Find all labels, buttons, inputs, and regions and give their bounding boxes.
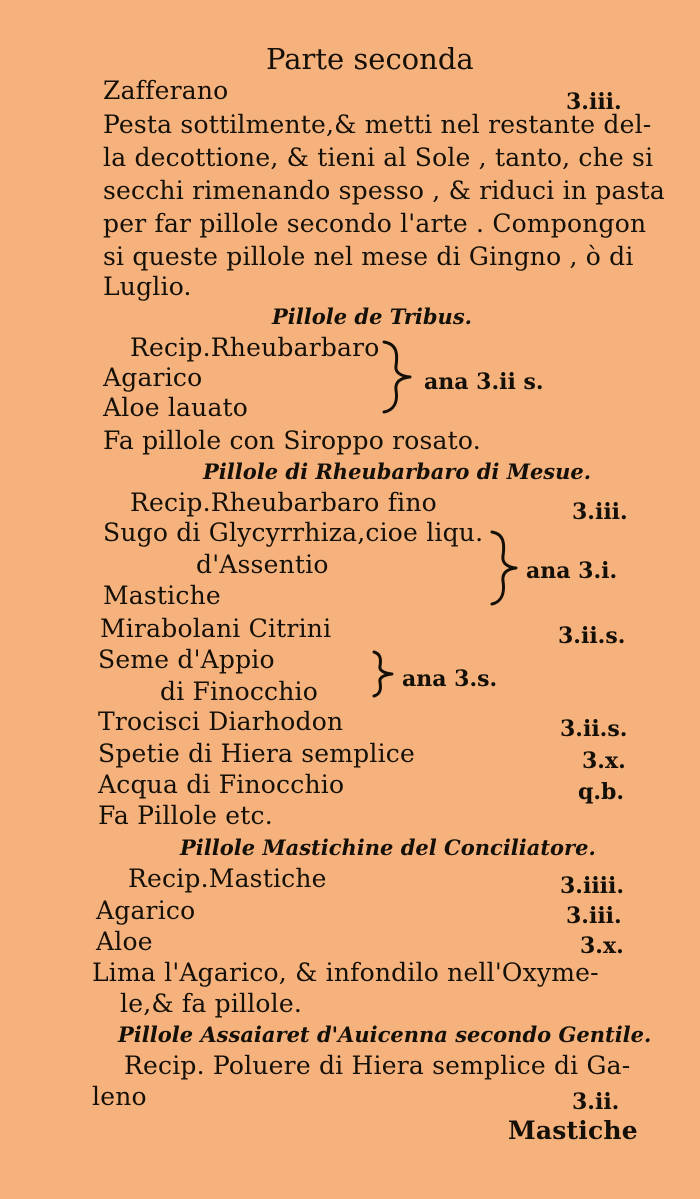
section-heading: Pillole di Rheubarbaro di Mesue. bbox=[203, 459, 592, 484]
para1-line: Pesta sottilmente,& metti nel restante del- bbox=[103, 110, 652, 139]
dose: 3.x. bbox=[580, 933, 624, 959]
para1-line: Luglio. bbox=[103, 272, 192, 301]
instruction: le,& fa pillole. bbox=[120, 989, 303, 1018]
ingredient: Mastiche bbox=[103, 581, 221, 610]
ingredient: Agarico bbox=[96, 896, 196, 925]
ingredient: di Finocchio bbox=[160, 677, 318, 706]
dose: 3.ii.s. bbox=[560, 716, 628, 742]
para1-line: la decottione, & tieni al Sole , tanto, che si bbox=[103, 143, 654, 172]
dose: 3.iii. bbox=[572, 499, 628, 525]
ingredient: d'Assentio bbox=[196, 550, 329, 579]
instruction: Lima l'Agarico, & infondilo nell'Oxyme- bbox=[92, 958, 599, 987]
brace-icon bbox=[368, 648, 400, 700]
dose-zafferano: 3.iii. bbox=[566, 89, 622, 115]
group-dose: ana 3.s. bbox=[402, 666, 498, 692]
brace-icon bbox=[380, 338, 420, 416]
ingredient: Seme d'Appio bbox=[98, 645, 275, 674]
running-head: Parte seconda bbox=[266, 42, 474, 76]
instruction: Fa Pillole etc. bbox=[98, 801, 273, 830]
instruction: Fa pillole con Siroppo rosato. bbox=[103, 426, 481, 455]
ingredient: Acqua di Finocchio bbox=[98, 770, 345, 799]
ingredient: Spetie di Hiera semplice bbox=[98, 739, 415, 768]
ingredient: Recip. Poluere di Hiera semplice di Ga- bbox=[124, 1051, 631, 1080]
ingredient-zafferano: Zafferano bbox=[103, 76, 229, 105]
ingredient: Aloe lauato bbox=[103, 393, 249, 422]
ingredient: Recip.Rheubarbaro fino bbox=[130, 488, 437, 517]
para1-line: secchi rimenando spesso , & riduci in pasta bbox=[103, 176, 665, 205]
catchword: Mastiche bbox=[508, 1116, 638, 1145]
ingredient: Sugo di Glycyrrhiza,cioe liqu. bbox=[103, 518, 484, 547]
group-dose: ana 3.ii s. bbox=[424, 369, 544, 395]
group-dose: ana 3.i. bbox=[526, 558, 618, 584]
ingredient: Recip.Rheubarbaro bbox=[130, 333, 380, 362]
ingredient: Trocisci Diarhodon bbox=[98, 707, 344, 736]
ingredient: Recip.Mastiche bbox=[128, 864, 327, 893]
section-heading: Pillole Mastichine del Conciliatore. bbox=[180, 835, 596, 860]
dose: 3.iiii. bbox=[560, 873, 625, 899]
ingredient: Aloe bbox=[96, 927, 153, 956]
dose: 3.x. bbox=[582, 748, 626, 774]
brace-icon bbox=[488, 528, 524, 608]
dose: 3.ii. bbox=[572, 1089, 620, 1115]
section-heading: Pillole Assaiaret d'Auicenna secondo Gentile. bbox=[118, 1022, 652, 1047]
ingredient: Mirabolani Citrini bbox=[100, 614, 332, 643]
dose: 3.iii. bbox=[566, 903, 622, 929]
ingredient: Agarico bbox=[103, 363, 203, 392]
para1-line: si queste pillole nel mese di Gingno , ò di bbox=[103, 242, 634, 271]
para1-line: per far pillole secondo l'arte . Compongon bbox=[103, 209, 647, 238]
section-heading: Pillole de Tribus. bbox=[272, 304, 472, 329]
ingredient: leno bbox=[92, 1082, 147, 1111]
dose: 3.ii.s. bbox=[558, 623, 626, 649]
dose: q.b. bbox=[578, 779, 625, 805]
